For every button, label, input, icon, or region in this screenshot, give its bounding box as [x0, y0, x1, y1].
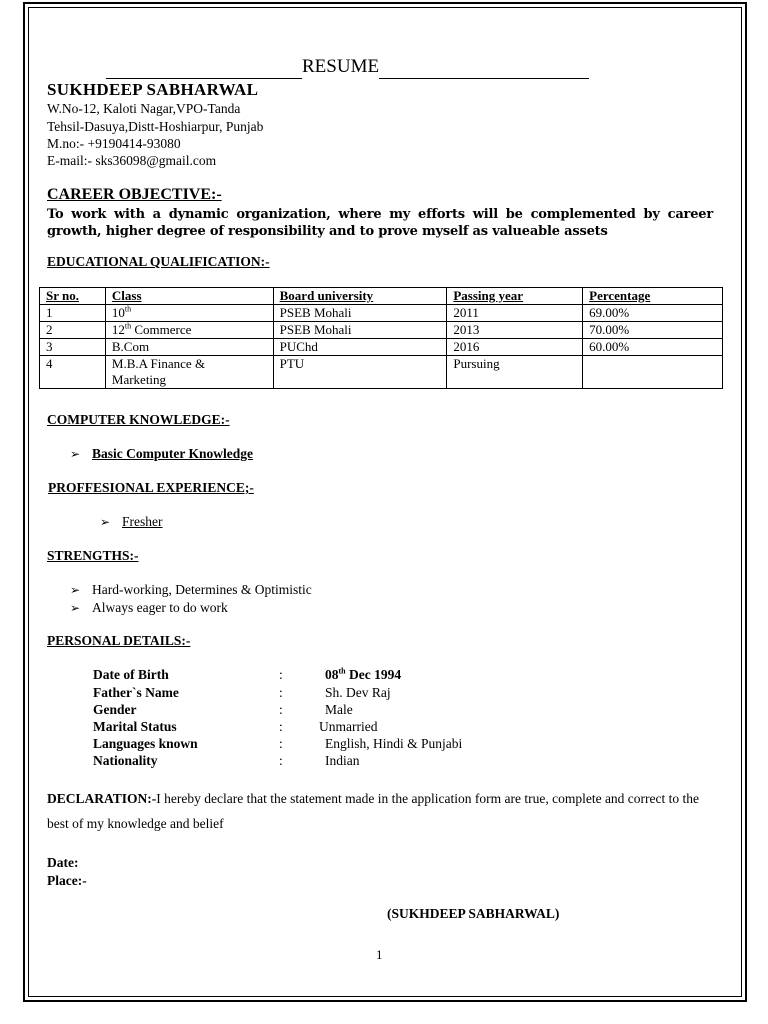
col-header-percentage: Percentage [583, 288, 723, 305]
list-item: ➢ Always eager to do work [70, 600, 228, 615]
languages-value: English, Hindi & Punjabi [325, 736, 463, 751]
marital-status-colon: : [279, 719, 283, 734]
career-objective-heading: CAREER OBJECTIVE:- [47, 186, 222, 203]
cell-board: PSEB Mohali [273, 305, 447, 322]
cell-board: PUChd [273, 339, 447, 356]
cell-percentage [583, 356, 723, 389]
cell-year: 2011 [447, 305, 583, 322]
cell-year: Pursuing [447, 356, 583, 389]
list-item: ➢ Basic Computer Knowledge [70, 446, 253, 461]
marital-status-value: Unmarried [319, 719, 378, 734]
education-table [39, 287, 723, 389]
personal-details-heading: PERSONAL DETAILS:- [47, 633, 191, 648]
arrow-bullet-icon: ➢ [70, 583, 81, 597]
cell-class: 12th Commerce [105, 322, 273, 339]
strengths-heading: STRENGTHS:- [47, 548, 139, 563]
gender-label: Gender [93, 702, 137, 717]
cell-class: B.Com [105, 339, 273, 356]
arrow-bullet-icon: ➢ [100, 515, 111, 529]
candidate-name: SUKHDEEP SABHARWAL [47, 80, 259, 99]
col-header-board: Board university [273, 288, 447, 305]
cell-percentage: 60.00% [583, 339, 723, 356]
table-row [40, 305, 723, 322]
cell-class: 10th [105, 305, 273, 322]
cell-year: 2016 [447, 339, 583, 356]
cell-sr: 1 [40, 305, 106, 322]
signature-name: (SUKHDEEP SABHARWAL) [387, 906, 560, 921]
cell-board: PSEB Mohali [273, 322, 447, 339]
table-row [40, 339, 723, 356]
address-line-2: Tehsil-Dasuya,Distt-Hoshiarpur, Punjab [47, 119, 264, 134]
experience-heading: PROFFESIONAL EXPERIENCE;- [48, 480, 254, 495]
computer-knowledge-heading: COMPUTER KNOWLEDGE:- [47, 412, 230, 427]
dob-value: 08th Dec 1994 [325, 666, 402, 682]
arrow-bullet-icon: ➢ [70, 601, 81, 615]
date-label: Date: [47, 855, 79, 870]
languages-colon: : [279, 736, 283, 751]
mobile-number: M.no:- +9190414-93080 [47, 136, 181, 151]
cell-percentage: 69.00% [583, 305, 723, 322]
list-item: ➢ Hard-working, Determines & Optimistic [70, 582, 312, 597]
col-header-class: Class [105, 288, 273, 305]
career-objective-text: To work with a dynamic organization, where my efforts will be complemented by career growth, higher degree of responsibility and to prove myself as valueable assets [47, 207, 713, 239]
gender-value: Male [325, 702, 353, 717]
gender-colon: : [279, 702, 283, 717]
dob-colon: : [279, 667, 283, 682]
nationality-label: Nationality [93, 753, 158, 768]
father-name-value: Sh. Dev Raj [325, 685, 391, 700]
table-row [40, 322, 723, 339]
table-header-row [40, 288, 723, 305]
list-item: ➢ Fresher [100, 514, 163, 529]
cell-sr: 4 [40, 356, 106, 389]
languages-label: Languages known [93, 736, 198, 751]
col-header-year: Passing year [447, 288, 583, 305]
marital-status-label: Marital Status [93, 719, 177, 734]
cell-percentage: 70.00% [583, 322, 723, 339]
cell-sr: 3 [40, 339, 106, 356]
title-rule-right [379, 56, 589, 79]
resume-title: RESUME [302, 56, 380, 77]
cell-board: PTU [273, 356, 447, 389]
declaration [47, 786, 723, 836]
arrow-bullet-icon: ➢ [70, 447, 81, 461]
father-name-colon: : [279, 685, 283, 700]
address-line-1: W.No-12, Kaloti Nagar,VPO-Tanda [47, 101, 241, 116]
cell-year: 2013 [447, 322, 583, 339]
father-name-label: Father`s Name [93, 685, 179, 700]
nationality-colon: : [279, 753, 283, 768]
nationality-value: Indian [325, 753, 360, 768]
table-row [40, 356, 723, 389]
resume-title-row [106, 56, 589, 79]
place-label: Place:- [47, 873, 87, 888]
declaration-text: I hereby declare that the statement made in the application form are true, complete and correct to the best of my knowledge and belief [47, 791, 700, 831]
cell-sr: 2 [40, 322, 106, 339]
education-heading: EDUCATIONAL QUALIFICATION:- [47, 254, 270, 269]
email-address: E-mail:- sks36098@gmail.com [47, 153, 217, 168]
declaration-label: DECLARATION:- [47, 791, 157, 806]
col-header-sr: Sr no. [40, 288, 106, 305]
title-rule-left [106, 56, 302, 79]
page-number: 1 [376, 947, 383, 962]
cell-class: M.B.A Finance & Marketing [105, 356, 273, 389]
dob-label: Date of Birth [93, 667, 169, 682]
